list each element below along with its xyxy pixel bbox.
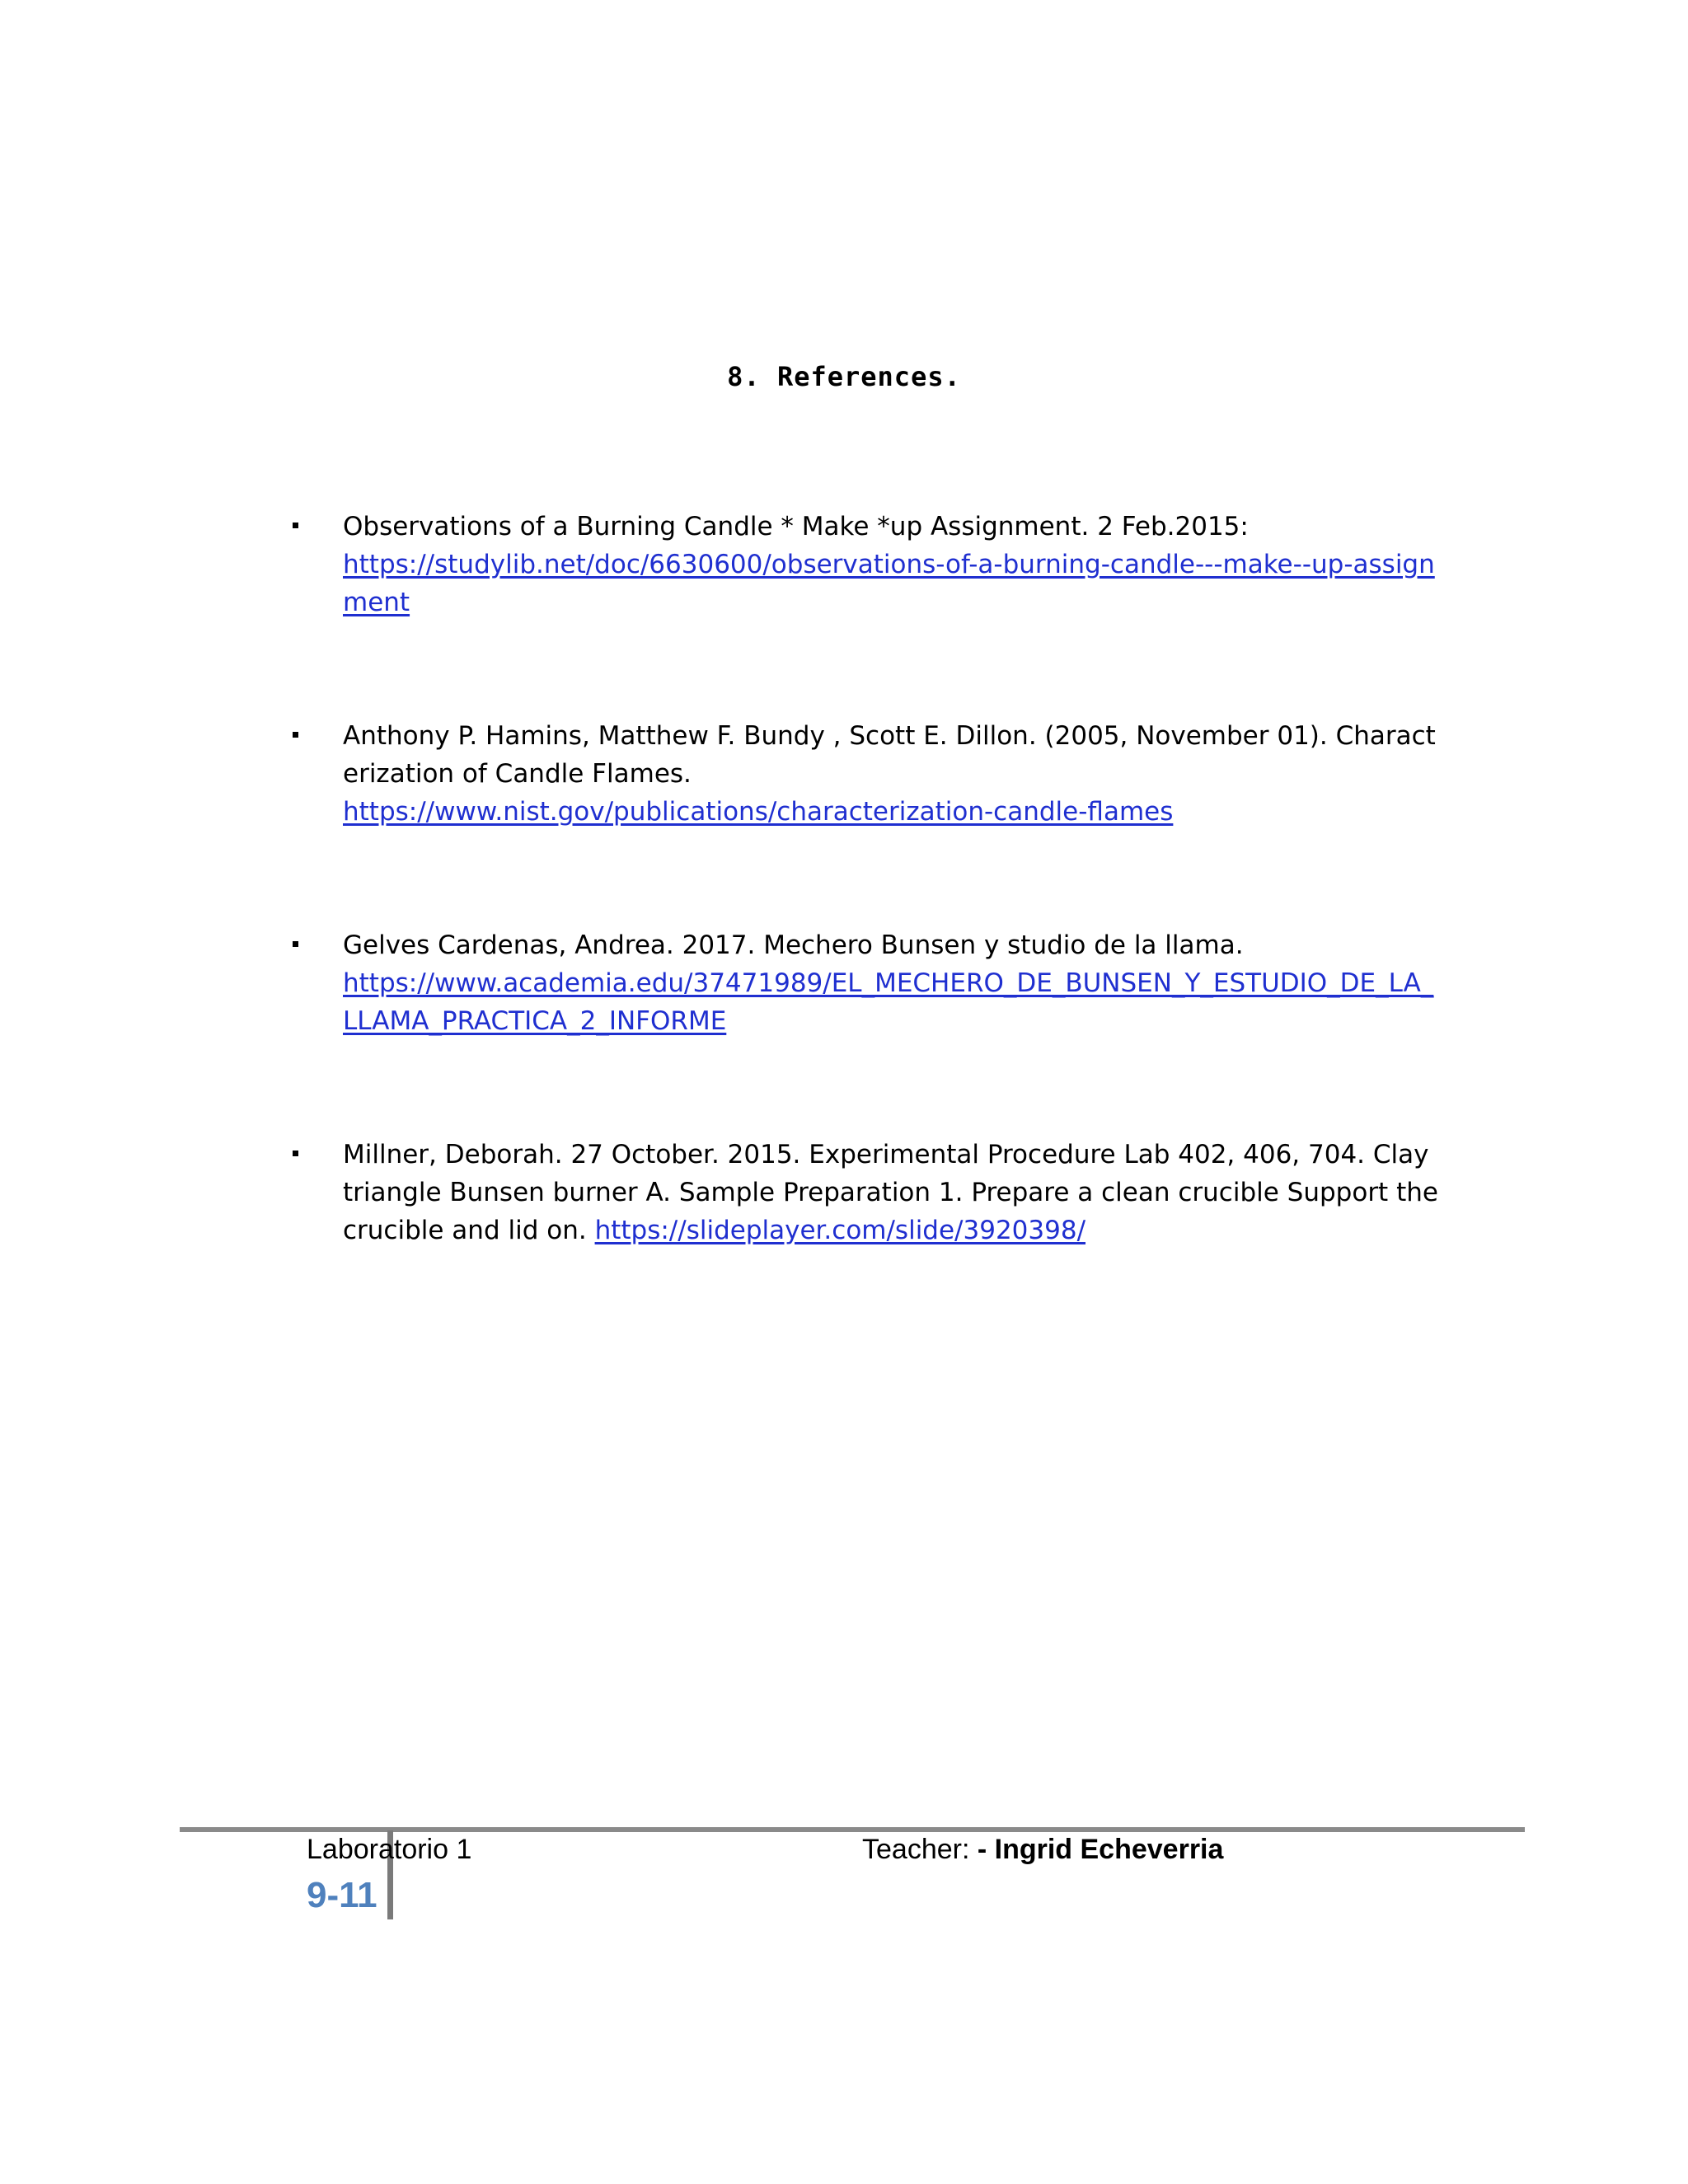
reference-text: Observations of a Burning Candle * Make *up Assignment. 2 Feb.2015: bbox=[343, 512, 1249, 541]
reference-link[interactable]: https://www.nist.gov/publications/characterization-candle-flames bbox=[343, 797, 1174, 827]
reference-text: Millner, Deborah. 27 October. 2015. Experimental Procedure Lab 402, 406, 704. Clay triangle Bunsen burner A. Sample Preparation 1. Prepare a clean crucible Support the crucible and lid on. bbox=[343, 1140, 1438, 1245]
reference-link[interactable]: https://slideplayer.com/slide/3920398/ bbox=[594, 1216, 1086, 1245]
footer-teacher-name: - Ingrid Echeverria bbox=[977, 1834, 1224, 1865]
footer-teacher-label: Teacher: bbox=[862, 1834, 978, 1865]
reference-link[interactable]: https://studylib.net/doc/6630600/observations-of-a-burning-candle---make--up-assignment bbox=[343, 550, 1435, 617]
footer-teacher bbox=[862, 1830, 1223, 1869]
bullet-icon bbox=[293, 1151, 298, 1156]
bullet-icon bbox=[293, 941, 298, 947]
reference-item bbox=[293, 926, 1447, 1040]
bullet-icon bbox=[293, 732, 298, 738]
bullet-icon bbox=[293, 523, 298, 528]
reference-item bbox=[293, 1136, 1447, 1249]
reference-link[interactable]: https://www.academia.edu/37471989/EL_MECHERO_DE_BUNSEN_Y_ESTUDIO_DE_LA_LLAMA_PRACTICA_2_INFORME bbox=[343, 968, 1434, 1036]
section-heading: 8. References. bbox=[727, 361, 961, 392]
footer-page-range: 9-11 bbox=[307, 1875, 377, 1915]
references-list bbox=[293, 508, 1447, 1383]
reference-text: Anthony P. Hamins, Matthew F. Bundy , Scott E. Dillon. (2005, November 01). Characterization of Candle Flames. bbox=[343, 721, 1436, 789]
reference-item bbox=[293, 717, 1447, 831]
footer-lab-title: Laboratorio 1 bbox=[307, 1834, 472, 1865]
reference-item bbox=[293, 508, 1447, 621]
reference-text: Gelves Cardenas, Andrea. 2017. Mechero Bunsen y studio de la llama. bbox=[343, 930, 1244, 960]
